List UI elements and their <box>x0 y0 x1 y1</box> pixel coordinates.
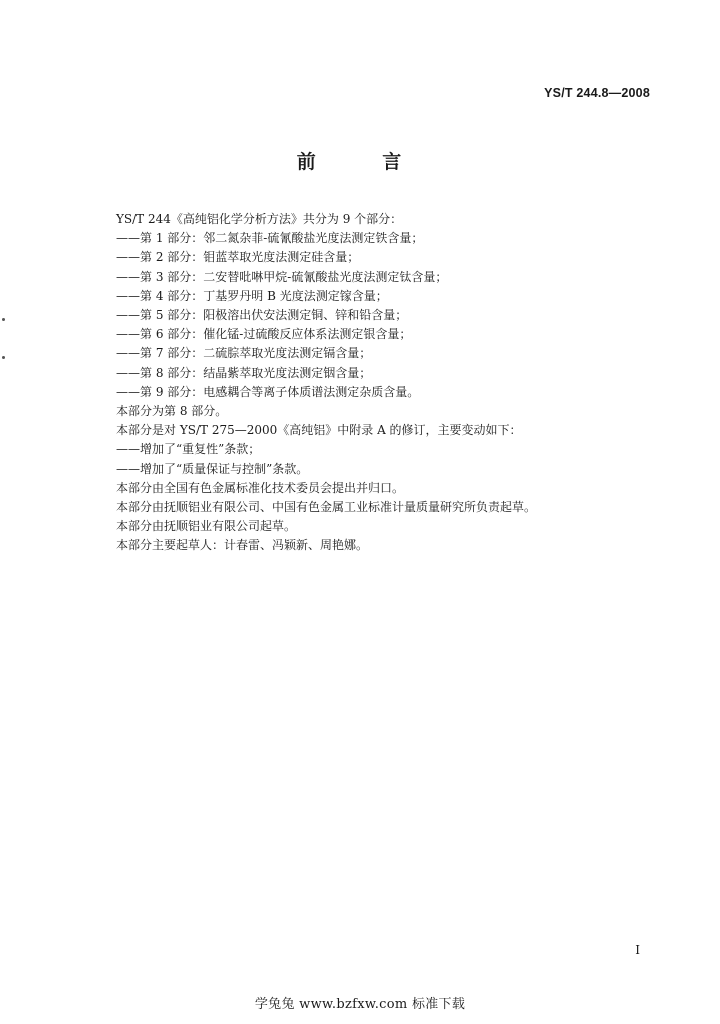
body-line: 本部分由抚顺铝业有限公司起草。 <box>116 519 297 534</box>
footer-watermark: 学兔兔 www.bzfxw.com 标准下载 <box>254 997 466 1012</box>
part-list-item: ——第 9 部分：电感耦合等离子体质谱法测定杂质含量。 <box>116 384 420 399</box>
part-list-item: ——第 6 部分：催化锰-过硫酸反应体系法测定银含量； <box>116 327 412 342</box>
body-line: 本部分为第 8 部分。 <box>116 404 228 419</box>
scan-margin-mark <box>2 318 5 321</box>
body-line: YS/T 244《高纯铝化学分析方法》共分为 9 个部分： <box>116 212 403 226</box>
change-list-item: ——增加了“质量保证与控制”条款。 <box>116 461 309 476</box>
body-line: 本部分由全国有色金属标准化技术委员会提出并归口。 <box>116 480 405 495</box>
part-list-item: ——第 2 部分：钼蓝萃取光度法测定硅含量； <box>116 250 360 265</box>
part-list-item: ——第 8 部分：结晶紫萃取光度法测定铟含量； <box>116 365 372 380</box>
body-line: 本部分是对 YS/T 275—2000《高纯铝》中附录 A 的修订，主要变动如下： <box>116 423 522 438</box>
document-code: YS/T 244.8—2008 <box>544 86 650 100</box>
foreword-body <box>116 210 656 556</box>
part-list-item: ——第 4 部分：丁基罗丹明 B 光度法测定镓含量； <box>116 288 388 303</box>
change-list-item: ——增加了“重复性”条款； <box>116 442 261 457</box>
body-line: 本部分主要起草人：计春雷、冯颖新、周艳娜。 <box>116 538 369 553</box>
part-list-item: ——第 1 部分：邻二氮杂菲-硫氰酸盐光度法测定铁含量； <box>116 231 424 246</box>
page-title: 前 言 <box>296 151 432 173</box>
part-list-item: ——第 7 部分：二硫腙萃取光度法测定镉含量； <box>116 346 372 361</box>
part-list-item: ——第 5 部分：阳极溶出伏安法测定铜、锌和铅含量； <box>116 308 408 323</box>
body-line: 本部分由抚顺铝业有限公司、中国有色金属工业标准计量质量研究所负责起草。 <box>116 500 537 515</box>
scan-margin-mark <box>2 356 5 359</box>
part-list-item: ——第 3 部分：二安替吡啉甲烷-硫氰酸盐光度法测定钛含量； <box>116 269 448 284</box>
page-number: I <box>635 943 640 957</box>
